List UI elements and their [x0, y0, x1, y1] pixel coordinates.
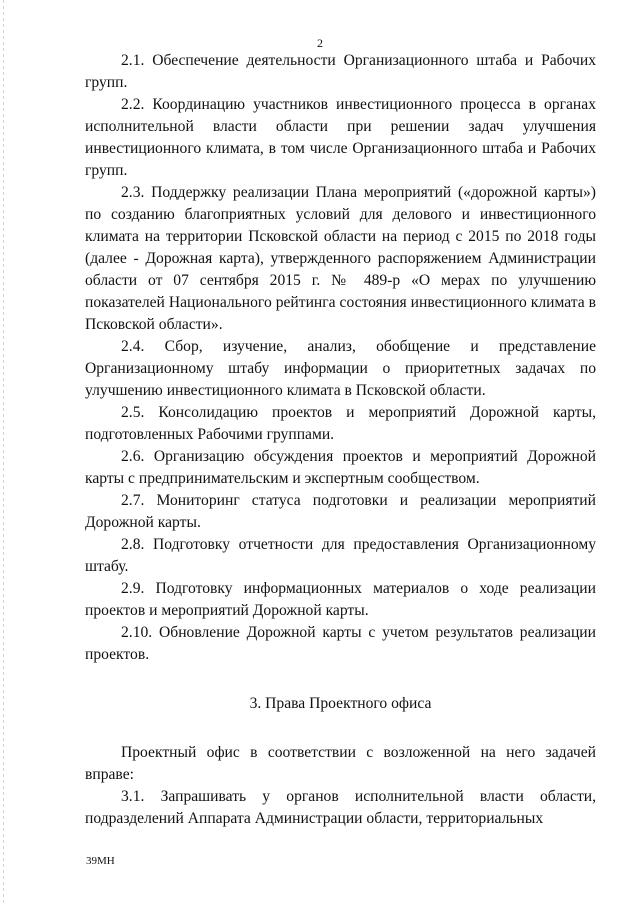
paragraph-2-1: 2.1. Обеспечение деятельности Организационного штаба и Рабочих групп.	[85, 52, 596, 91]
paragraph-3-1: 3.1. Запрашивать у органов исполнительной власти области, подразделений Аппарата Администрации области, территориальных	[85, 788, 596, 827]
page-number: 2	[317, 36, 323, 50]
paragraph-2-2: 2.2. Координацию участников инвестиционного процесса в органах исполнительной власти области при решении задач улучшения инвестиционного климата, в том числе Организационного штаба и Рабочих групп.	[85, 96, 596, 179]
paragraph-2-6: 2.6. Организацию обсуждения проектов и мероприятий Дорожной карты с предпринимательским и экспертным сообществом.	[85, 448, 596, 487]
paragraph-2-5: 2.5. Консолидацию проектов и мероприятий Дорожной карты, подготовленных Рабочими группами.	[85, 404, 596, 443]
paragraph-2-10: 2.10. Обновление Дорожной карты с учетом результатов реализации проектов.	[85, 624, 596, 663]
paragraph-2-9: 2.9. Подготовку информационных материалов о ходе реализации проектов и мероприятий Дорожной карты.	[85, 580, 596, 619]
paragraph-2-4: 2.4. Сбор, изучение, анализ, обобщение и представление Организационному штабу информации о приоритетных задачах по улучшению инвестиционного климата в Псковской области.	[85, 338, 596, 399]
paragraph-2-7: 2.7. Мониторинг статуса подготовки и реализации мероприятий Дорожной карты.	[85, 492, 596, 531]
document-body	[85, 50, 596, 830]
footer-document-code: 39МН	[86, 855, 115, 867]
paragraph-2-3: 2.3. Поддержку реализации Плана мероприятий («дорожной карты») по созданию благоприятных условий для делового и инвестиционного климата на территории Псковской области на период с 2015 по 2018 годы (далее - Дорожная карта), утвержденного распоряжением Администрации области от 07 сентября 2015 г. № 489-р «О мерах по улучшению показателей Национального рейтинга состояния инвестиционного климата в Псковской области».	[85, 184, 596, 333]
paragraph-2-8: 2.8. Подготовку отчетности для предоставления Организационному штабу.	[85, 536, 596, 575]
section-heading: 3. Права Проектного офиса	[249, 695, 432, 712]
paragraph-rights-intro: Проектный офис в соответствии с возложенной на него задачей вправе:	[85, 744, 596, 783]
page-edge-perforation	[3, 0, 4, 905]
